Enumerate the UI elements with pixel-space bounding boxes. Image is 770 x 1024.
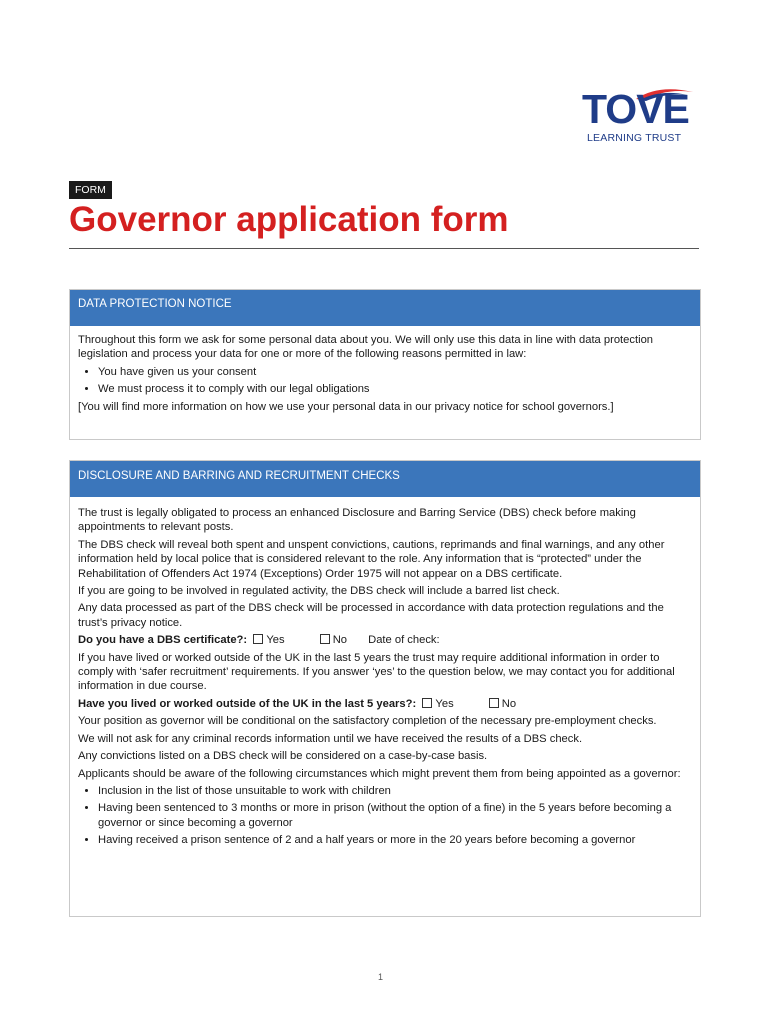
list-item: • We must process it to comply with our legal obligations: [98, 382, 692, 396]
abroad-no-label: No: [501, 697, 517, 710]
abroad-question: [78, 697, 692, 711]
dbs-yes-checkbox[interactable]: [253, 634, 263, 644]
paragraph: Your position as governor will be conditional on the satisfactory completion of the necessary pre-employment checks.: [78, 715, 657, 728]
paragraph: If you have lived or worked outside of the UK in the last 5 years the trust may require additional information in order to comply with ‘safer recruitment’ requirements. If you answer ‘yes’ to the question below, we may contact you for additional information in due course.: [78, 651, 675, 693]
dbs-no-checkbox[interactable]: [320, 634, 330, 644]
paragraph: Applicants should be aware of the following circumstances which might prevent them from being appointed as a governor:: [78, 767, 681, 780]
abroad-yes-checkbox[interactable]: [422, 698, 432, 708]
paragraph: The trust is legally obligated to process an enhanced Disclosure and Barring Service (DBS) check before making appointments to relevant posts.: [78, 507, 636, 534]
logo-subtitle: LEARNING TRUST: [587, 132, 682, 144]
abroad-question-label: Have you lived or worked outside of the UK in the last 5 years?:: [78, 697, 417, 710]
section-body: [70, 326, 700, 414]
trust-logo: [582, 86, 698, 148]
paragraph: The DBS check will reveal both spent and unspent convictions, cautions, reprimands and final warnings, and any other information held by local police that is considered relevant to the role. Any information that is “protected” under the Rehabilitation of Offenders Act 1974 (Exceptions) Order 1975 will not appear on a DBS certificate.: [78, 538, 665, 580]
dbs-question-label: Do you have a DBS certificate?:: [78, 634, 248, 647]
reasons-list: [78, 365, 692, 397]
title-divider: [69, 248, 699, 249]
section-body: [70, 497, 700, 848]
dbs-section: [69, 460, 701, 917]
paragraph: Any data processed as part of the DBS check will be processed in accordance with data protection regulations and the trust’s privacy notice.: [78, 602, 664, 629]
dbs-no-label: No: [332, 634, 347, 647]
paragraph: Any convictions listed on a DBS check will be considered on a case-by-case basis.: [78, 750, 488, 763]
circumstances-list: [78, 784, 692, 848]
dbs-question: [78, 633, 692, 647]
paragraph: [You will find more information on how we use your personal data in our privacy notice for school governors.]: [78, 400, 614, 413]
list-item: • Having been sentenced to 3 months or more in prison (without the option of a fine) in the 5 years before becoming a governor or since becoming a governor: [98, 801, 692, 830]
paragraph: We will not ask for any criminal records information until we have received the results of a DBS check.: [78, 732, 583, 745]
abroad-yes-label: Yes: [435, 697, 454, 710]
paragraph: If you are going to be involved in regulated activity, the DBS check will include a barred list check.: [78, 585, 560, 598]
dbs-yes-label: Yes: [266, 634, 285, 647]
list-item: • Having received a prison sentence of 2 and a half years or more in the 20 years before becoming a governor: [98, 833, 692, 847]
logo-word: TOVE: [582, 86, 689, 132]
paragraph: Throughout this form we ask for some personal data about you. We will only use this data in line with data protection legislation and process your data for one or more of the following reasons permitted in law:: [78, 334, 654, 361]
form-tag: FORM: [69, 181, 112, 199]
data-protection-section: [69, 289, 701, 440]
section-heading: DISCLOSURE AND BARRING AND RECRUITMENT CHECKS: [70, 461, 700, 497]
abroad-no-checkbox[interactable]: [489, 698, 499, 708]
page-number: 1: [378, 972, 384, 982]
list-item: • You have given us your consent: [98, 365, 692, 379]
page-title: Governor application form: [69, 200, 509, 239]
list-item: • Inclusion in the list of those unsuitable to work with children: [98, 784, 692, 798]
date-of-check-label: Date of check:: [368, 634, 440, 647]
section-heading: DATA PROTECTION NOTICE: [70, 290, 700, 326]
